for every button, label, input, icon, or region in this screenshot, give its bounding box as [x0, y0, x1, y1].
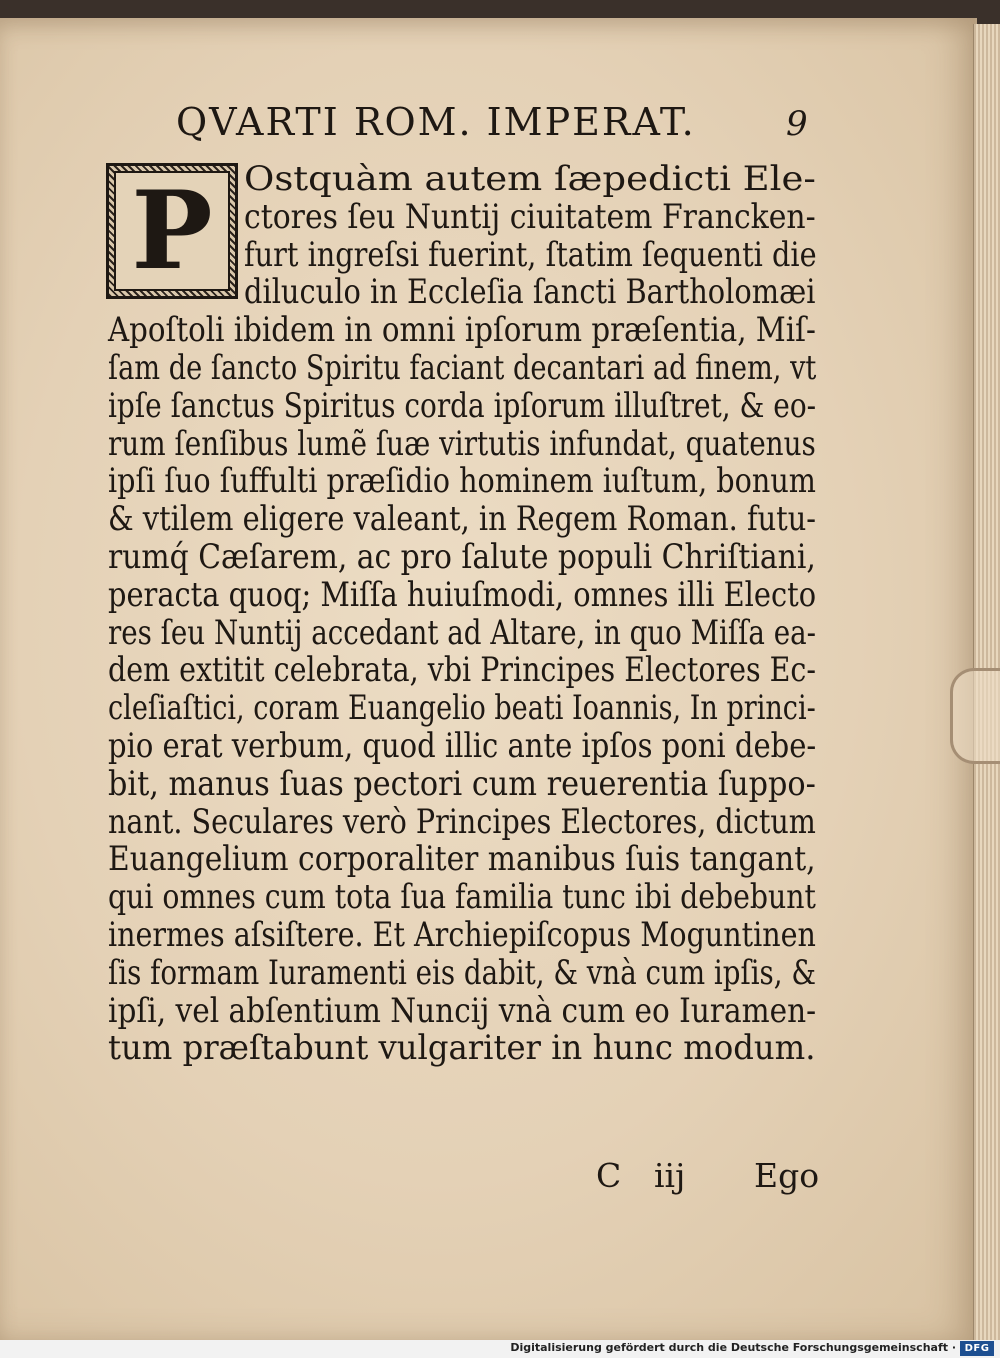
- text-line: Euangelium corporaliter manibus ſuis tangant,: [108, 839, 816, 879]
- text-line: Apoſtoli ibidem in omni ipſorum præſentia, Miſ-: [108, 310, 816, 350]
- text-line: ipſi ſuo ſuffulti præſidio hominem iuſtum, bonum: [108, 461, 816, 501]
- initial-letter: P: [131, 168, 213, 294]
- text-line: ipſi, vel abſentium Nuncij vnà cum eo Iuramen-: [108, 990, 817, 1030]
- text-line: pio erat verbum, quod illic ante ipſos poni debe-: [108, 725, 817, 765]
- text-line: Ostquàm autem ſæpedicti Ele-: [244, 159, 816, 198]
- page-number: 9: [786, 104, 808, 144]
- digitization-credit: Digitalisierung gefördert durch die Deutsche Forschungsgemeinschaft ·: [510, 1341, 956, 1354]
- running-head: QVARTI ROM. IMPERAT.: [176, 100, 696, 144]
- text-line: peracta quoq; Miſſa huiuſmodi, omnes illi Electo: [108, 574, 817, 614]
- text-line: tum præſtabunt vulgariter in hunc modum.: [108, 1028, 816, 1068]
- text-line: res ſeu Nuntij accedant ad Altare, in quo Miſſa ea-: [108, 612, 817, 652]
- signature-number: iij: [654, 1156, 686, 1195]
- catchword: Ego: [754, 1156, 820, 1195]
- text-line: ctores ſeu Nuntij ciuitatem Francken-: [244, 196, 816, 236]
- dfg-logo: DFG: [960, 1341, 994, 1356]
- text-line: ſam de ſancto Spiritu faciant decantari ad finem, vt: [108, 347, 817, 387]
- text-line: diluculo in Eccleſia ſancti Bartholomæi: [244, 272, 816, 312]
- text-line: rum ſenſibus lumẽ ſuæ virtutis infundat, quatenus: [108, 423, 816, 463]
- page-tab-clip: [950, 668, 1000, 764]
- text-line: cleſiaſtici, coram Euangelio beati Ioannis, In princi-: [108, 688, 816, 728]
- text-line: rumq́ Cæſarem, ac pro ſalute populi Chriſtiani,: [108, 536, 816, 576]
- text-line: & vtilem eligere valeant, in Regem Roman. futu-: [108, 499, 817, 539]
- text-line: qui omnes cum tota ſua familia tunc ibi debebunt: [108, 877, 816, 917]
- text-line: nant. Seculares verò Principes Electores, dictum: [108, 801, 816, 841]
- text-line: ſis formam Iuramenti eis dabit, & vnà cum ipſis, &: [108, 952, 816, 992]
- text-line: dem extitit celebrata, vbi Principes Electores Ec-: [108, 650, 816, 690]
- signature-letter: C: [596, 1156, 622, 1195]
- body-text: [108, 160, 818, 1067]
- text-line: furt ingreſsi fuerint, ſtatim ſequenti die: [244, 234, 817, 274]
- text-line: bit, manus ſuas pectori cum reuerentia ſuppo-: [108, 763, 816, 803]
- text-line: inermes aſsiſtere. Et Archiepiſcopus Moguntinen: [108, 914, 816, 954]
- text-line: ipſe ſanctus Spiritus corda ipſorum illuſtret, & eo-: [108, 385, 817, 425]
